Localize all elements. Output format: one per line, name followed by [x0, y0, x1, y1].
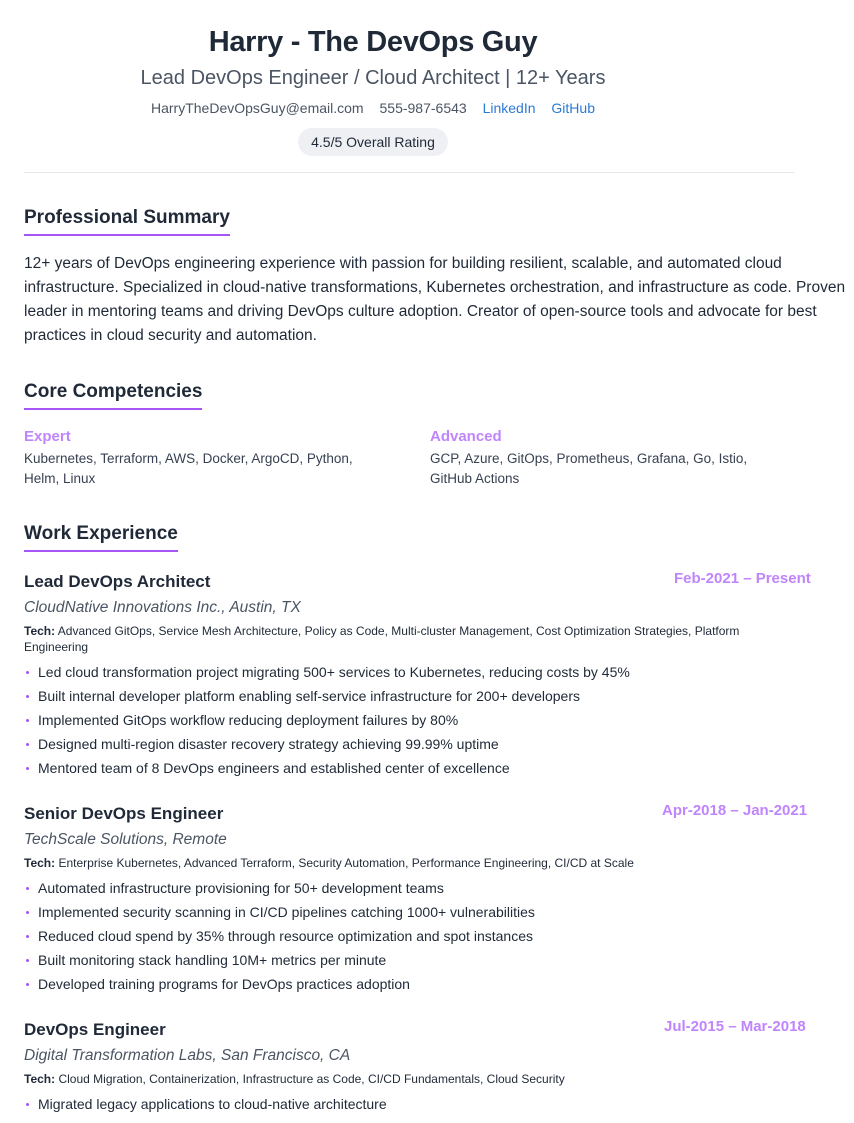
email-text[interactable]: HarryTheDevOpsGuy@email.com	[151, 100, 364, 116]
experience-heading: Work Experience	[24, 523, 178, 552]
tech-label: Tech:	[24, 1072, 56, 1086]
list-item: Implemented GitOps workflow reducing deployment failures by 80%	[24, 708, 824, 732]
job-date: Jul-2015 – Mar-2018	[664, 1018, 806, 1035]
expert-skills: Kubernetes, Terraform, AWS, Docker, ArgoCD, Python, Helm, Linux	[24, 451, 353, 486]
tech-label: Tech:	[24, 856, 56, 870]
bullet-dot-icon	[26, 935, 29, 938]
tech-list: Enterprise Kubernetes, Advanced Terraform, Security Automation, Performance Engineering, CI/CD at Scale	[58, 856, 634, 870]
contact-row	[0, 99, 770, 117]
rating-badge: 4.5/5 Overall Rating	[298, 128, 448, 156]
competencies-heading: Core Competencies	[24, 381, 202, 410]
candidate-name: Harry - The DevOps Guy	[208, 26, 538, 58]
list-item: Built monitoring stack handling 10M+ metrics per minute	[24, 948, 824, 972]
phone-text: 555-987-6543	[379, 100, 467, 116]
linkedin-link[interactable]: LinkedIn	[482, 100, 536, 116]
tech-list: Advanced GitOps, Service Mesh Architecture, Policy as Code, Multi-cluster Management, Cost Optimization Strategies, Platform Engineering	[24, 624, 740, 654]
job-company: TechScale Solutions, Remote	[24, 831, 227, 848]
tech-label: Tech:	[24, 624, 56, 638]
job-bullets	[24, 1092, 824, 1116]
job-entry	[24, 1020, 824, 1116]
bullet-dot-icon	[26, 1103, 29, 1106]
job-tech	[24, 855, 794, 871]
job-tech	[24, 1071, 794, 1087]
candidate-title: Lead DevOps Engineer / Cloud Architect | 12+ Years	[140, 67, 606, 89]
github-link[interactable]: GitHub	[551, 100, 595, 116]
bullet-dot-icon	[26, 719, 29, 722]
job-title: Lead DevOps Architect	[24, 572, 211, 591]
expert-label: Expert	[24, 428, 71, 445]
bullet-dot-icon	[26, 911, 29, 914]
advanced-column	[430, 428, 790, 489]
bullet-dot-icon	[26, 743, 29, 746]
job-title: DevOps Engineer	[24, 1020, 166, 1039]
summary-heading: Professional Summary	[24, 207, 230, 236]
bullet-dot-icon	[26, 767, 29, 770]
job-bullets	[24, 660, 824, 780]
job-company: CloudNative Innovations Inc., Austin, TX	[24, 599, 301, 616]
job-date: Apr-2018 – Jan-2021	[662, 802, 808, 819]
list-item: Built internal developer platform enabling self-service infrastructure for 200+ developers	[24, 684, 824, 708]
list-item: Led cloud transformation project migrating 500+ services to Kubernetes, reducing costs by 45%	[24, 660, 824, 684]
job-date: Feb-2021 – Present	[674, 570, 811, 587]
list-item: Designed multi-region disaster recovery strategy achieving 99.99% uptime	[24, 732, 824, 756]
list-item: Automated infrastructure provisioning for 50+ development teams	[24, 876, 824, 900]
job-entry	[24, 804, 824, 996]
job-title: Senior DevOps Engineer	[24, 804, 224, 823]
summary-text: 12+ years of DevOps engineering experience with passion for building resilient, scalable, and automated cloud infrastructure. Specialized in cloud-native transformations, Kubernetes orchestration, and infrastructure as code. Proven leader in mentoring teams and driving DevOps culture adoption. Creator of open-source tools and advocate for best practices in cloud security and automation.	[24, 255, 846, 344]
advanced-skills: GCP, Azure, GitOps, Prometheus, Grafana, Go, Istio, GitHub Actions	[430, 451, 748, 486]
list-item: Implemented security scanning in CI/CD pipelines catching 1000+ vulnerabilities	[24, 900, 824, 924]
resume-header	[0, 0, 770, 156]
expert-column	[24, 428, 384, 489]
job-bullets	[24, 876, 824, 996]
job-entry	[24, 572, 824, 780]
job-company: Digital Transformation Labs, San Francisco, CA	[24, 1047, 351, 1064]
list-item: Reduced cloud spend by 35% through resource optimization and spot instances	[24, 924, 824, 948]
bullet-dot-icon	[26, 671, 29, 674]
header-divider	[24, 172, 794, 173]
list-item: Developed training programs for DevOps practices adoption	[24, 972, 824, 996]
advanced-label: Advanced	[430, 428, 502, 445]
bullet-dot-icon	[26, 695, 29, 698]
bullet-dot-icon	[26, 983, 29, 986]
list-item: Migrated legacy applications to cloud-native architecture	[24, 1092, 824, 1116]
tech-list: Cloud Migration, Containerization, Infrastructure as Code, CI/CD Fundamentals, Cloud Security	[58, 1072, 565, 1086]
bullet-dot-icon	[26, 959, 29, 962]
bullet-dot-icon	[26, 887, 29, 890]
list-item: Mentored team of 8 DevOps engineers and established center of excellence	[24, 756, 824, 780]
job-tech	[24, 623, 794, 655]
